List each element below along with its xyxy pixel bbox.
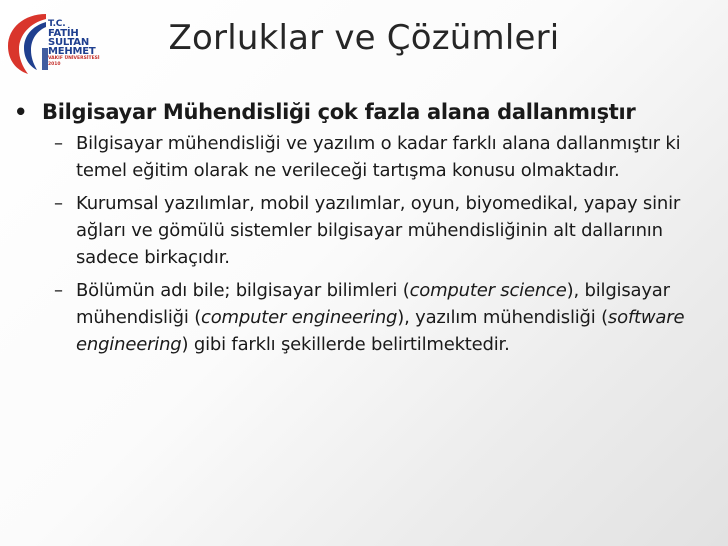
sub3-part1: Bölümün adı bile; bilgisayar bilimleri ( (76, 280, 410, 301)
bullet-icon: • (14, 100, 28, 124)
dash-icon: – (54, 133, 63, 154)
sub-bullet-2 (0, 190, 728, 271)
logo-university: VAKIF ÜNİVERSİTESİ (48, 56, 100, 61)
sub3-part2: ), bilgisayar mühendisliği ( (76, 280, 670, 328)
sub-bullet-1-text: Bilgisayar mühendisliği ve yazılım o kadar farklı alana dallanmıştır ki temel eğitim olarak ne verileceği tartışma konusu olmaktadır. (76, 133, 681, 181)
logo-mehmet: MEHMET (48, 46, 96, 57)
sub3-italic-software-engineering: software engineering (76, 307, 685, 355)
sub3-italic-computer-engineering: computer engineering (201, 307, 398, 328)
dash-icon: – (54, 193, 63, 214)
sub3-part3: ), yazılım mühendisliği ( (397, 307, 608, 328)
slide-title: Zorluklar ve Çözümleri (168, 18, 560, 58)
slide-content (0, 98, 728, 358)
sub-bullet-1 (0, 130, 728, 184)
sub-bullet-3 (0, 277, 728, 358)
sub-bullet-2-text: Kurumsal yazılımlar, mobil yazılımlar, oyun, biyomedikal, yapay sinir ağları ve gömülü sistemler bilgisayar mühendisliğinin alt dallarının sadece birkaçıdır. (76, 193, 681, 268)
logo-year: 2010 (48, 62, 61, 67)
sub3-part4: ) gibi farklı şekillerde belirtilmektedir. (181, 334, 510, 355)
logo-tc: T.C. (48, 19, 66, 29)
logo-sultan: SULTAN (48, 37, 89, 48)
dash-icon: – (54, 280, 63, 301)
main-bullet-text: Bilgisayar Mühendisliği çok fazla alana dallanmıştır (42, 100, 636, 124)
sub3-italic-computer-science: computer science (409, 280, 567, 301)
logo-fatih: FATİH (48, 28, 79, 39)
sub-bullet-3-text (76, 280, 684, 355)
main-bullet (0, 98, 728, 126)
